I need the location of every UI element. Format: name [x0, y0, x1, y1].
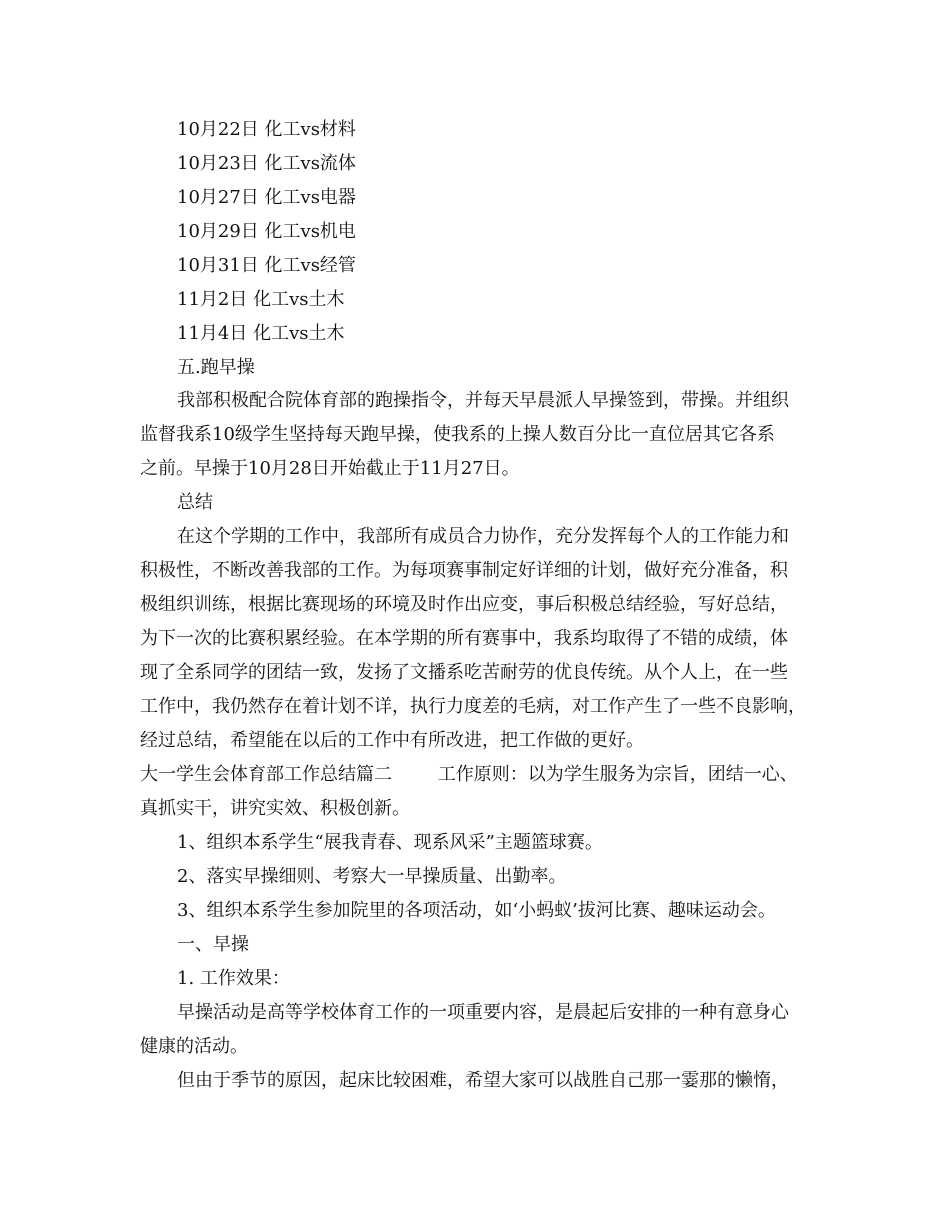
paragraph-line: 在这个学期的工作中，我部所有成员合力协作，充分发挥每个人的工作能力和: [177, 526, 789, 547]
paragraph-line: 经过总结，希望能在以后的工作中有所改进，把工作做的更好。: [140, 730, 644, 751]
section-heading: 五.跑早操: [177, 357, 255, 378]
section-heading: 一、早操: [177, 934, 249, 955]
paragraph-line: 但由于季节的原因，起床比较困难，希望大家可以战胜自己那一霎那的懒惰，: [177, 1070, 789, 1091]
paragraph-line: 之前。早操于10月28日开始截止于11月27日。: [140, 458, 520, 479]
paragraph-line: 极组织训练，根据比赛现场的环境及时作出应变，事后积极总结经验，写好总结，: [140, 594, 788, 615]
part-title: 大一学生会体育部工作总结篇二 工作原则：以为学生服务为宗旨，团结一心、: [140, 764, 798, 785]
schedule-line: 10月23日 化工vs流体: [177, 153, 356, 174]
paragraph-line: 积极性，不断改善我部的工作。为每项赛事制定好详细的计划，做好充分准备，积: [140, 560, 788, 581]
schedule-line: 10月29日 化工vs机电: [177, 221, 356, 242]
paragraph-line: 工作中，我仍然存在着计划不详，执行力度差的毛病，对工作产生了一些不良影响，: [140, 696, 806, 717]
paragraph-line: 现了全系同学的团结一致，发扬了文播系吃苦耐劳的优良传统。从个人上，在一些: [140, 662, 788, 683]
section-heading: 总结: [177, 492, 213, 513]
paragraph-line: 真抓实干，讲究实效、积极创新。: [140, 798, 410, 819]
list-item: 3、组织本系学生参加院里的各项活动，如‘小蚂蚁’拔河比赛、趣味运动会。: [177, 900, 776, 921]
list-item: 2、落实早操细则、考察大一早操质量、出勤率。: [177, 866, 567, 887]
schedule-line: 11月4日 化工vs土木: [177, 323, 345, 344]
paragraph-line: 我部积极配合院体育部的跑操指令，并每天早晨派人早操签到，带操。并组织: [177, 390, 789, 411]
schedule-line: 10月31日 化工vs经管: [177, 255, 356, 276]
sub-heading: 1. 工作效果：: [177, 968, 290, 989]
schedule-line: 10月27日 化工vs电器: [177, 187, 356, 208]
paragraph-line: 早操活动是高等学校体育工作的一项重要内容，是晨起后安排的一种有意身心: [177, 1002, 789, 1023]
list-item: 1、组织本系学生“展我青春、现系风采”主题篮球赛。: [177, 832, 603, 853]
paragraph-line: 为下一次的比赛积累经验。在本学期的所有赛事中，我系均取得了不错的成绩，体: [140, 628, 788, 649]
paragraph-line: 监督我系10级学生坚持每天跑早操，使我系的上操人数百分比一直位居其它各系: [140, 424, 775, 445]
paragraph-line: 健康的活动。: [140, 1036, 248, 1057]
schedule-line: 11月2日 化工vs土木: [177, 289, 345, 310]
schedule-line: 10月22日 化工vs材料: [177, 119, 356, 140]
